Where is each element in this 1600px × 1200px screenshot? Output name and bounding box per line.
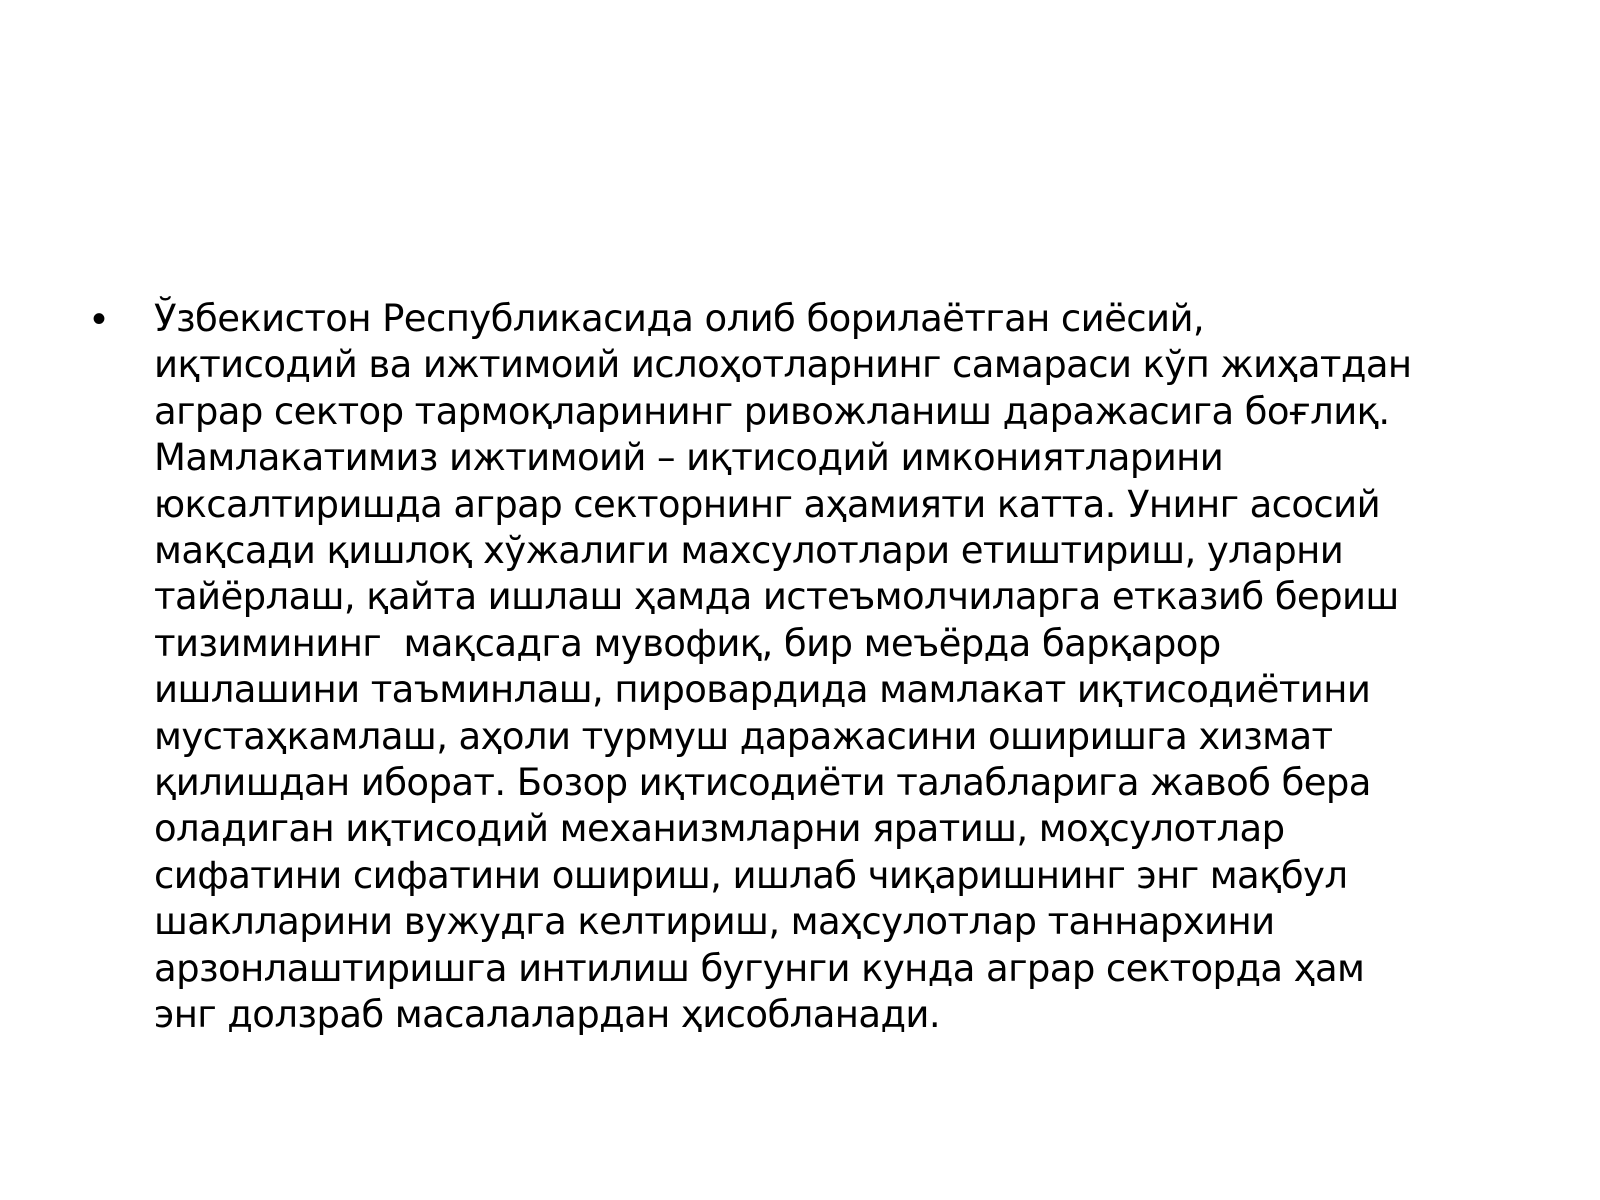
paragraph-line: Ўзбекистон Республикасида олиб борилаётган сиёсий, xyxy=(154,297,1205,340)
slide-body xyxy=(92,296,1512,1039)
paragraph-line: арзонлаштиришга интилиш бугунги кунда аграр секторда ҳам xyxy=(154,946,1365,990)
bullet-paragraph xyxy=(154,296,1512,1039)
paragraph-line: ишлашини таъминлаш, пировардида мамлакат иқтисодиётини xyxy=(154,668,1371,712)
bullet-item xyxy=(92,296,1512,1039)
paragraph-line: Мамлакатимиз ижтимоий – иқтисодий имкониятларини xyxy=(154,436,1224,480)
paragraph-line: тайёрлаш, қайта ишлаш ҳамда истеъмолчиларга етказиб бериш xyxy=(154,575,1399,619)
paragraph-line: мустаҳкамлаш, аҳоли турмуш даражасини оширишга хизмат xyxy=(154,714,1333,758)
paragraph-line: оладиган иқтисодий механизмларни яратиш, моҳсулотлар xyxy=(154,807,1285,851)
paragraph-line: сифатини сифатини ошириш, ишлаб чиқаришнинг энг мақбул xyxy=(154,853,1348,897)
paragraph-line: иқтисодий ва ижтимоий ислоҳотларнинг самараси кўп жиҳатдан xyxy=(154,343,1412,387)
paragraph-line: энг долзраб масалалардан ҳисобланади. xyxy=(154,993,941,1037)
paragraph-line: аграр сектор тармоқларининг ривожланиш даражасига боғлиқ. xyxy=(154,389,1390,433)
bullet-icon: • xyxy=(92,297,107,341)
paragraph-line: қилишдан иборат. Бозор иқтисодиёти талабларига жавоб бера xyxy=(154,761,1371,805)
paragraph-line: юксалтиришда аграр секторнинг аҳамияти катта. Унинг асосий xyxy=(154,482,1381,526)
paragraph-line: мақсади қишлоқ хўжалиги махсулотлари етиштириш, уларни xyxy=(154,529,1344,573)
paragraph-line: шаклларини вужудга келтириш, маҳсулотлар таннархини xyxy=(154,900,1275,944)
paragraph-line: тизимининг мақсадга мувофиқ, бир меъёрда барқарор xyxy=(154,621,1221,665)
